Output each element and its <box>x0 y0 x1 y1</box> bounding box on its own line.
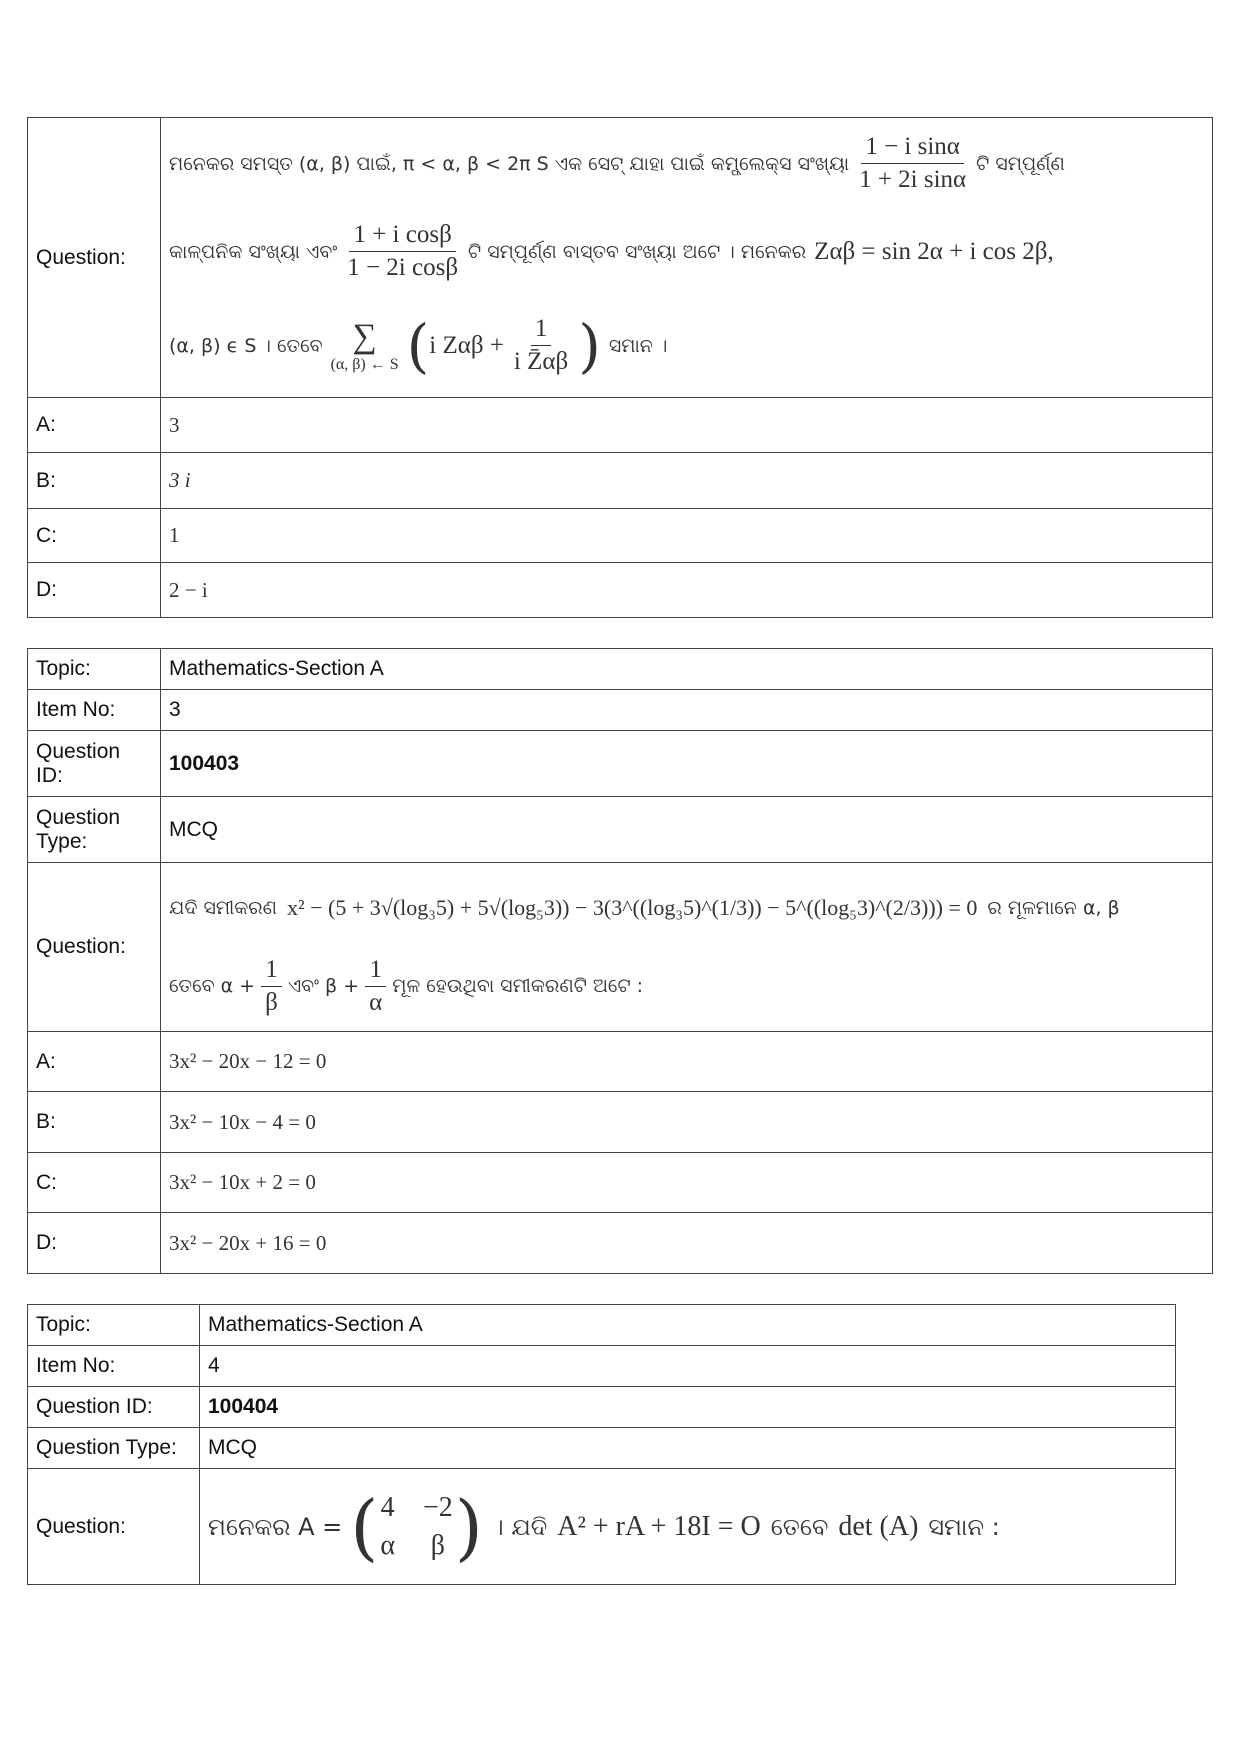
option-label: A: <box>28 1032 161 1092</box>
option-row <box>28 1092 1213 1153</box>
option-value: 3x² − 20x − 12 = 0 <box>161 1032 1213 1092</box>
item-value: 4 <box>200 1346 1176 1387</box>
matrix-cell: β <box>430 1529 446 1561</box>
fraction <box>855 133 970 194</box>
matrix <box>380 1492 452 1562</box>
item-row <box>28 1346 1176 1387</box>
fraction-numerator: 1 − i sinα <box>861 133 964 164</box>
option-row <box>28 563 1213 618</box>
question-label: Question: <box>28 118 161 398</box>
question-type-row <box>28 1428 1176 1469</box>
question-text-part: ସମାନ : <box>928 1512 1000 1541</box>
summation <box>331 318 399 374</box>
question-row <box>28 1469 1176 1585</box>
question-text <box>161 863 1213 1032</box>
fraction-denominator: i Z̄αβ <box>513 348 569 375</box>
topic-value: Mathematics-Section A <box>161 649 1213 690</box>
question-text-part: ତେବେ <box>770 1512 829 1541</box>
fraction <box>365 956 386 1017</box>
option-label: A: <box>28 398 161 453</box>
fraction-numerator: 1 <box>261 956 282 987</box>
fraction-denominator: β <box>265 988 278 1016</box>
sigma-subscript: (α, β) ← S <box>330 355 399 373</box>
option-row <box>28 509 1213 563</box>
option-row <box>28 398 1213 453</box>
topic-value: Mathematics-Section A <box>200 1305 1176 1346</box>
question-text-part: ମନେକର ସମସ୍ତ (α, β) ପାଇଁ, π < α, β < 2π S ଏକ ସେଟ୍ ଯାହା ପାଇଁ କମ୍ପ୍ଲେକ୍ସ ସଂଖ୍ୟା <box>169 152 850 175</box>
option-value: 3 i <box>161 453 1213 509</box>
option-label: C: <box>28 509 161 563</box>
question-id-value: 100404 <box>200 1387 1176 1428</box>
topic-row <box>28 1305 1176 1346</box>
item-row <box>28 690 1213 731</box>
topic-label: Topic: <box>28 649 161 690</box>
question-label: Question: <box>28 863 161 1032</box>
question-id-label: Question ID: <box>28 1387 200 1428</box>
paren-left: ( <box>350 1484 379 1569</box>
question-line-2 <box>169 208 1204 296</box>
option-label: B: <box>28 1092 161 1153</box>
question-line-1 <box>169 120 1204 208</box>
question-line-1 <box>208 1484 1167 1569</box>
question-text-part: ମନେକର A = <box>208 1512 343 1541</box>
option-value: 3 <box>161 398 1213 453</box>
question-text-part: ତେବେ α + <box>169 975 256 997</box>
paren-left: ( <box>406 311 430 380</box>
item-label: Item No: <box>28 1346 200 1387</box>
question-type-row <box>28 797 1213 863</box>
paren-right: ) <box>454 1484 483 1569</box>
option-value: 2 − i <box>161 563 1213 618</box>
option-row <box>28 1213 1213 1274</box>
option-row <box>28 1153 1213 1213</box>
question-label: Question: <box>28 1469 200 1585</box>
sigma-symbol: ∑ <box>352 317 377 355</box>
math-expression: Zαβ = sin 2α + i cos 2β, <box>814 237 1054 265</box>
option-label: B: <box>28 453 161 509</box>
fraction-numerator: 1 <box>531 315 552 346</box>
question-text-part: କାଳ୍ପନିକ ସଂଖ୍ୟା ଏବଂ <box>169 240 338 263</box>
question-id-value: 100403 <box>161 731 1213 797</box>
option-value: 3x² − 10x + 2 = 0 <box>161 1153 1213 1213</box>
question-line-3 <box>169 296 1204 396</box>
question-block-2 <box>27 648 1213 1274</box>
question-text-part: ଏବଂ β + <box>287 975 360 997</box>
math-expression: i Zαβ + <box>429 331 504 359</box>
question-type-label: Question Type: <box>28 797 161 863</box>
option-label: C: <box>28 1153 161 1213</box>
item-label: Item No: <box>28 690 161 731</box>
question-text-part: ମୂଳ ହେଉଥିବା ସମୀକରଣଟି ଅଟେ : <box>392 975 644 997</box>
question-line-2 <box>169 947 1204 1025</box>
option-value: 3x² − 10x − 4 = 0 <box>161 1092 1213 1153</box>
question-type-value: MCQ <box>200 1428 1176 1469</box>
fraction <box>343 221 462 282</box>
math-equation: A² + rA + 18I = O <box>557 1510 761 1542</box>
matrix-cell: α <box>380 1529 395 1561</box>
question-line-1 <box>169 869 1204 947</box>
option-value: 1 <box>161 509 1213 563</box>
item-value: 3 <box>161 690 1213 731</box>
topic-row <box>28 649 1213 690</box>
option-row <box>28 453 1213 509</box>
question-id-label: Question ID: <box>28 731 161 797</box>
fraction-denominator: 1 − 2i cosβ <box>347 254 459 281</box>
question-text <box>161 118 1213 398</box>
question-id-row <box>28 1387 1176 1428</box>
question-type-label: Question Type: <box>28 1428 200 1469</box>
paren-right: ) <box>578 311 601 380</box>
question-text-part: ସମାନ । <box>608 334 668 357</box>
matrix-cell: 4 <box>380 1491 395 1523</box>
question-block-1 <box>27 117 1213 618</box>
fraction <box>510 315 572 376</box>
math-equation: x² − (5 + 3√(log₃5) + 5√(log₅3)) − 3(3^((log₃5)^(1/3)) − 5^((log₅3)^(2/3))) = 0 <box>287 895 978 920</box>
question-text <box>200 1469 1176 1585</box>
fraction <box>261 956 282 1017</box>
question-block-3 <box>27 1304 1176 1585</box>
fraction-numerator: 1 <box>365 956 386 987</box>
fraction-denominator: α <box>369 988 383 1016</box>
option-value: 3x² − 20x + 16 = 0 <box>161 1213 1213 1274</box>
fraction-denominator: 1 + 2i sinα <box>859 166 967 193</box>
question-text-part: ଟି ସମ୍ପୂର୍ଣ୍ଣ <box>976 152 1065 175</box>
question-id-row <box>28 731 1213 797</box>
question-text-part: । ଯଦି <box>492 1512 548 1541</box>
question-text-part: ର ମୂଳମାନେ α, β <box>987 897 1120 919</box>
question-text-part: ଟି ସମ୍ପୂର୍ଣ୍ଣ ବାସ୍ତବ ସଂଖ୍ୟା ଅଟେ । ମନେକର <box>468 240 807 263</box>
option-label: D: <box>28 1213 161 1274</box>
question-text-part: (α, β) ϵ S । ତେବେ <box>169 334 323 357</box>
math-expression: det (A) <box>838 1510 919 1542</box>
question-row <box>28 863 1213 1032</box>
question-row <box>28 118 1213 398</box>
fraction-numerator: 1 + i cosβ <box>349 221 455 252</box>
matrix-cell: −2 <box>423 1491 453 1523</box>
question-type-value: MCQ <box>161 797 1213 863</box>
question-text-part: ଯଦି ସମୀକରଣ <box>169 897 278 919</box>
option-row <box>28 1032 1213 1092</box>
option-label: D: <box>28 563 161 618</box>
topic-label: Topic: <box>28 1305 200 1346</box>
